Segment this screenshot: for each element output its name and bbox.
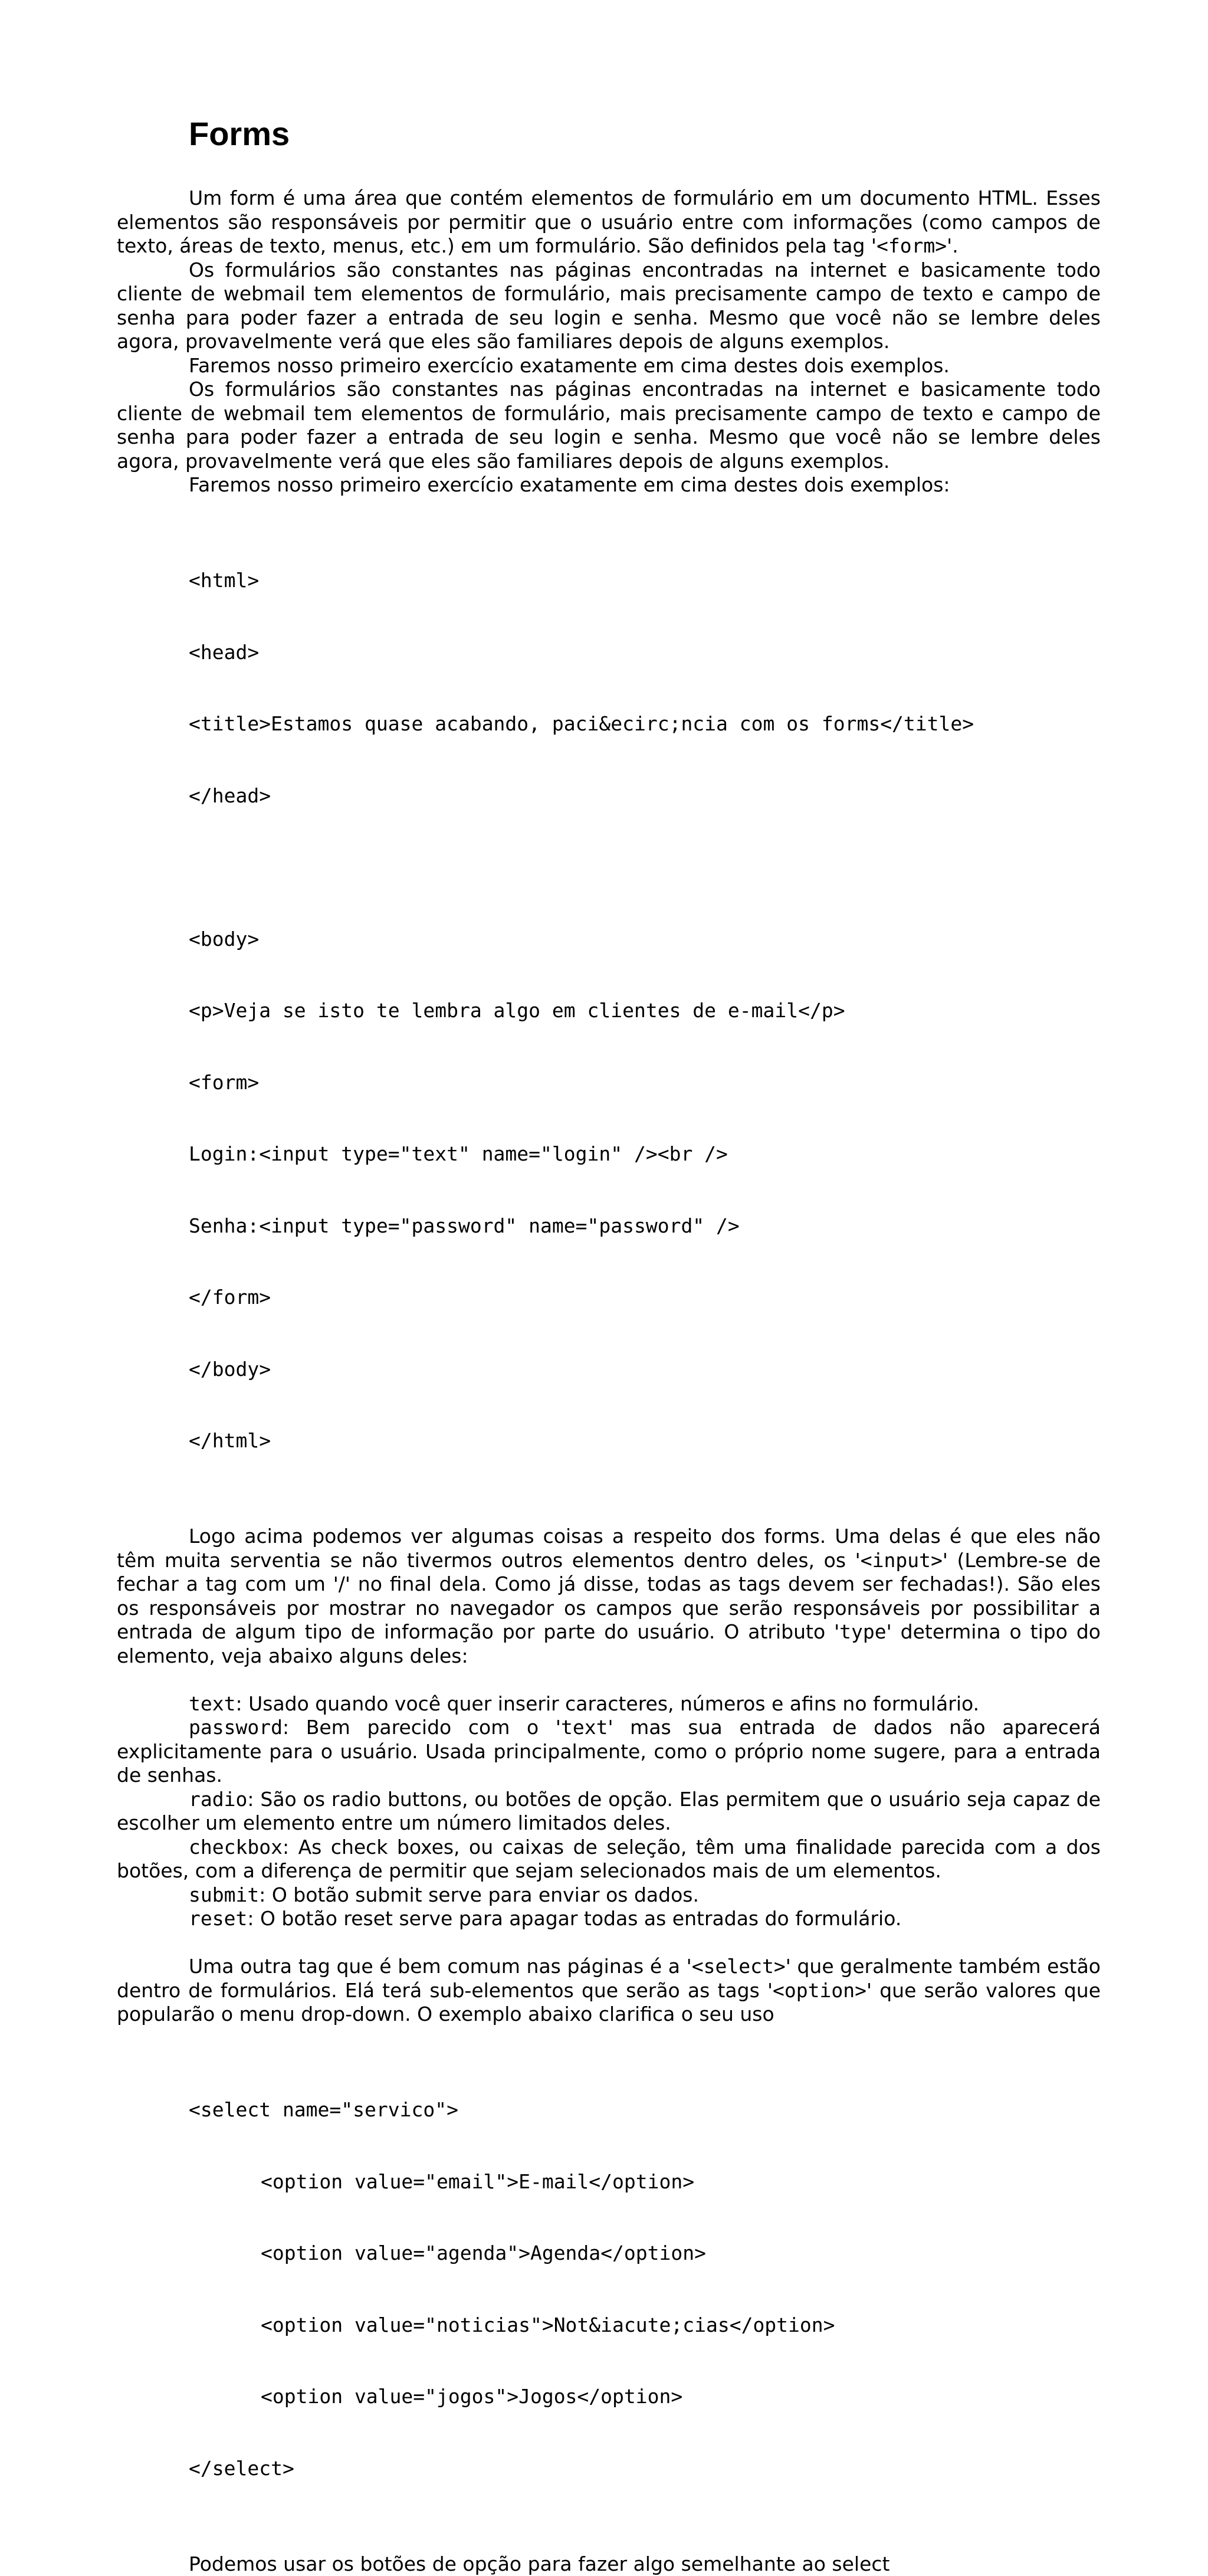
code-line: <form>	[189, 1071, 1101, 1095]
code-line: <head>	[189, 641, 1101, 665]
type-desc: : São os radio buttons, ou botões de opção. Elas permitem que o usuário seja capaz de escolher um elemento entre um número limitados deles.	[117, 1788, 1101, 1835]
type-item-text	[117, 1692, 1101, 1716]
code-line: <p>Veja se isto te lembra algo em clientes de e-mail</p>	[189, 999, 1101, 1023]
type-desc-term: text	[561, 1716, 608, 1739]
code-line: <html>	[189, 569, 1101, 593]
intro-p1-text-b: '.	[947, 234, 958, 257]
code-line: Login:<input type="text" name="login" /><br />	[189, 1142, 1101, 1166]
intro-paragraph-1	[117, 186, 1101, 258]
type-desc: ' mas sua entrada de dados não aparecerá explicitamente para o usuário. Usada principalmente, como o próprio nome sugere, para a entrada de senhas.	[117, 1716, 1101, 1787]
explain-text-a: Logo acima podemos ver algumas coisas a respeito dos forms. Uma delas é que eles não têm muita serventia se não tivermos outros elementos dentro deles, os '	[117, 1525, 1101, 1572]
type-item-radio	[117, 1788, 1101, 1836]
input-tag-inline-code: <input>	[861, 1549, 943, 1572]
code-line: </select>	[189, 2457, 1101, 2481]
code-blank-line	[189, 856, 1101, 880]
select-text-b: ' que geralmente também estão dentro de formulários. Elá terá sub-elementos que serão as tags '	[117, 1955, 1101, 2002]
type-desc: : As check boxes, ou caixas de seleção, têm uma finalidade parecida com a dos botões, com a diferença de permitir que sejam selecionados mais de um elementos.	[117, 1836, 1101, 1883]
code-line: <option value="agenda">Agenda</option>	[189, 2241, 1101, 2266]
code-block-form-example	[189, 521, 1101, 1501]
input-types-list	[117, 1692, 1101, 1931]
type-item-password	[117, 1716, 1101, 1788]
page-title: Forms	[189, 115, 1101, 153]
code-line: Senha:<input type="password" name="password" />	[189, 1214, 1101, 1238]
code-line: </head>	[189, 784, 1101, 808]
closing-paragraph: Podemos usar os botões de opção para fazer algo semelhante ao select	[117, 2552, 1101, 2576]
type-term: radio	[189, 1788, 247, 1811]
type-item-checkbox	[117, 1836, 1101, 1883]
form-tag-inline-code: <form>	[877, 234, 947, 257]
code-block-select-example	[189, 2050, 1101, 2528]
type-item-reset	[117, 1907, 1101, 1931]
code-line: <title>Estamos quase acabando, paci&ecirc;ncia com os forms</title>	[189, 712, 1101, 736]
type-attr-inline-code: type	[839, 1620, 886, 1643]
select-tag-inline-code: <select>	[692, 1955, 786, 1978]
document-page	[117, 115, 1101, 2576]
explain-text-c: ' determina o tipo do elemento, veja abaixo alguns deles:	[117, 1620, 1101, 1667]
type-desc: : O botão reset serve para apagar todas as entradas do formulário.	[247, 1907, 901, 1930]
code-line: <option value="noticias">Not&iacute;cias</option>	[189, 2313, 1101, 2338]
select-text-a: Uma outra tag que é bem comum nas páginas é a '	[189, 1955, 692, 1978]
intro-paragraph-3: Faremos nosso primeiro exercício exatamente em cima destes dois exemplos.	[117, 354, 1101, 378]
type-term: reset	[189, 1907, 247, 1930]
intro-paragraph-2: Os formulários são constantes nas páginas encontradas na internet e basicamente todo cliente de webmail tem elementos de formulário, mais precisamente campo de texto e campo de senha para poder fazer a entrada de seu login e senha. Mesmo que você não se lembre deles agora, provavelmente verá que eles são familiares depois de alguns exemplos.	[117, 258, 1101, 354]
select-text-c: ' que serão valores que popularão o menu drop-down. O exemplo abaixo clarifica o seu uso	[117, 1979, 1101, 2026]
code-line: <select name="servico">	[189, 2098, 1101, 2122]
select-paragraph	[117, 1955, 1101, 2027]
type-desc: : Usado quando você quer inserir caracteres, números e afins no formulário.	[235, 1692, 979, 1715]
code-line: </html>	[189, 1429, 1101, 1453]
option-tag-inline-code: <option>	[773, 1979, 866, 2002]
explain-paragraph	[117, 1525, 1101, 1668]
code-line: <option value="jogos">Jogos</option>	[189, 2385, 1101, 2409]
code-line: </form>	[189, 1286, 1101, 1310]
code-line: </body>	[189, 1358, 1101, 1382]
type-desc: : O botão submit serve para enviar os dados.	[259, 1883, 699, 1906]
intro-p1-text-a: Um form é uma área que contém elementos de formulário em um documento HTML. Esses elementos são responsáveis por permitir que o usuário entre com informações (como campos de texto, áreas de texto, menus, etc.) em um formulário. São definidos pela tag '	[117, 186, 1101, 257]
type-term: password	[189, 1716, 283, 1739]
type-term: checkbox	[189, 1836, 283, 1859]
code-line: <option value="email">E-mail</option>	[189, 2170, 1101, 2194]
type-item-submit	[117, 1883, 1101, 1908]
intro-paragraph-5: Faremos nosso primeiro exercício exatamente em cima destes dois exemplos:	[117, 473, 1101, 497]
intro-paragraph-4: Os formulários são constantes nas páginas encontradas na internet e basicamente todo cliente de webmail tem elementos de formulário, mais precisamente campo de texto e campo de senha para poder fazer a entrada de seu login e senha. Mesmo que você não se lembre deles agora, provavelmente verá que eles são familiares depois de alguns exemplos.	[117, 378, 1101, 473]
type-desc: : Bem parecido com o '	[283, 1716, 561, 1739]
code-line: <body>	[189, 928, 1101, 952]
type-term: text	[189, 1692, 235, 1715]
type-term: submit	[189, 1883, 259, 1906]
explain-text-b: ' (Lembre-se de fechar a tag com um '/' no final dela. Como já disse, todas as tags devem ser fechadas!). São eles os responsáveis por mostrar no navegador os campos que serão responsáveis por possibilitar a entrada de algum tipo de informação por parte do usuário. O atributo '	[117, 1549, 1101, 1644]
